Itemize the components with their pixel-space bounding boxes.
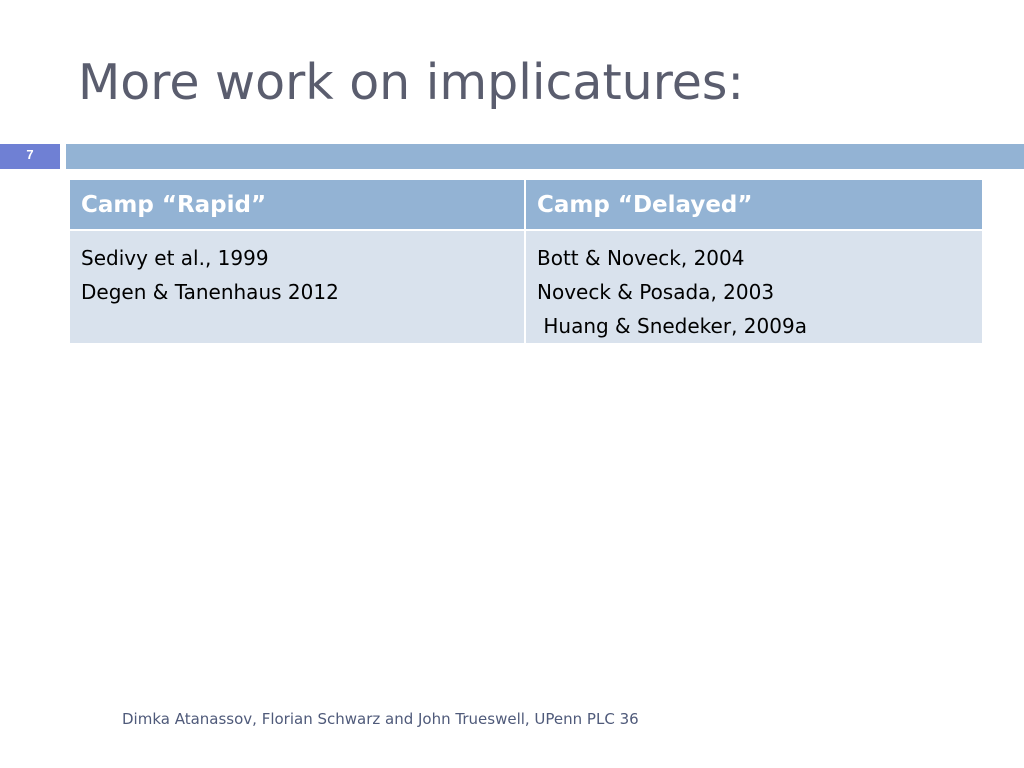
reference-item: Huang & Snedeker, 2009a bbox=[537, 314, 807, 338]
title-divider-bar bbox=[66, 144, 1024, 169]
slide-number-badge: 7 bbox=[0, 144, 60, 169]
reference-item: Noveck & Posada, 2003 bbox=[537, 280, 775, 304]
reference-item: Bott & Noveck, 2004 bbox=[537, 246, 745, 270]
reference-item: Degen & Tanenhaus 2012 bbox=[81, 280, 339, 304]
table-header-row bbox=[69, 179, 983, 230]
slide-title: More work on implicatures: bbox=[78, 54, 744, 111]
header-camp-delayed: Camp “Delayed” bbox=[525, 179, 983, 230]
table-row bbox=[69, 230, 983, 344]
rapid-references-cell bbox=[69, 230, 525, 344]
reference-item: Sedivy et al., 1999 bbox=[81, 246, 269, 270]
header-camp-rapid: Camp “Rapid” bbox=[69, 179, 525, 230]
delayed-references-cell bbox=[525, 230, 983, 344]
slide-footer: Dimka Atanassov, Florian Schwarz and John Trueswell, UPenn PLC 36 bbox=[122, 710, 639, 728]
references-table bbox=[68, 178, 984, 345]
